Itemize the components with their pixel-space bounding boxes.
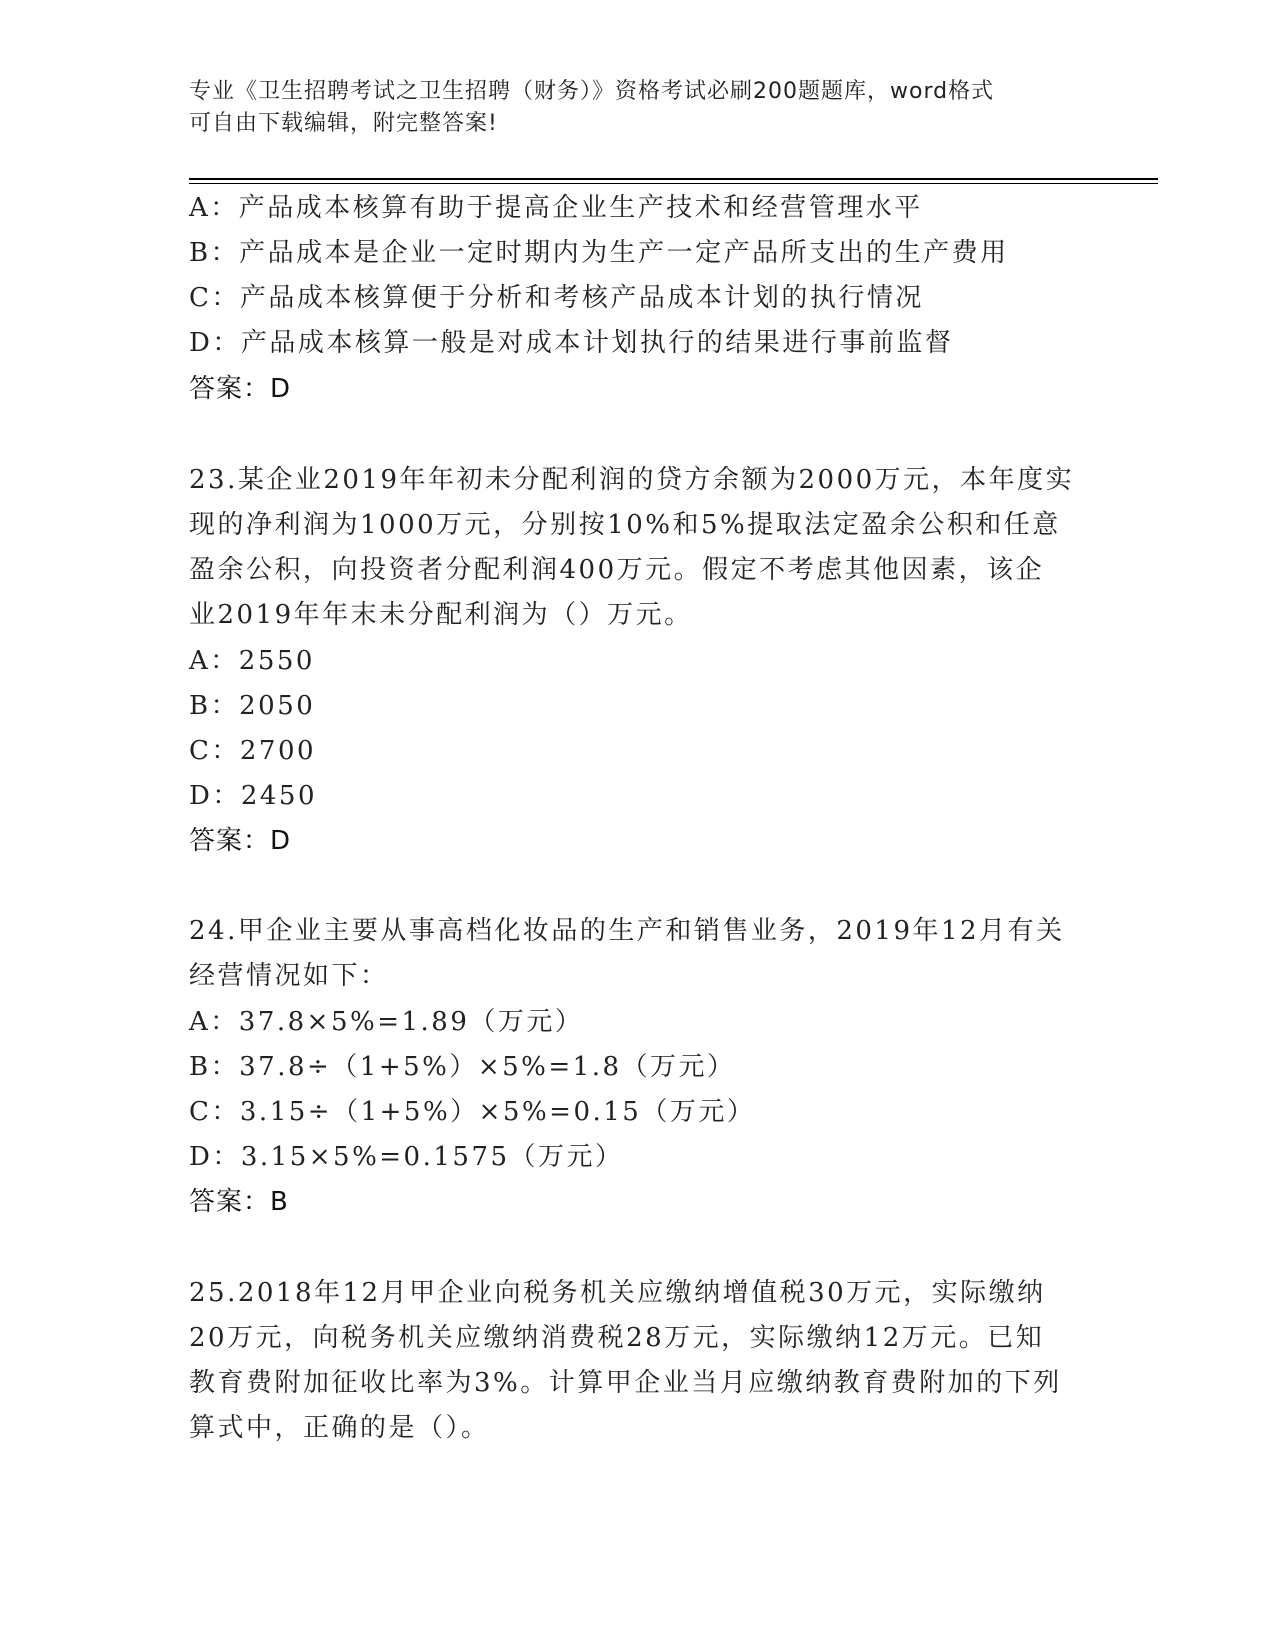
- q22-option-b: B：产品成本是企业一定时期内为生产一定产品所支出的生产费用: [189, 238, 1009, 268]
- q22-option-d: D：产品成本核算一般是对成本计划执行的结果进行事前监督: [189, 328, 954, 358]
- q23-text-line-4: 业2019年年末未分配利润为（）万元。: [189, 600, 693, 630]
- q24-text-line-1: 24.甲企业主要从事高档化妆品的生产和销售业务，2019年12月有关: [189, 916, 1065, 946]
- header-line-1: 专业《卫生招聘考试之卫生招聘（财务）》资格考试必刷200题题库，word格式: [189, 79, 995, 104]
- q25-text-line-4: 算式中，正确的是（）。: [189, 1413, 490, 1443]
- q24-text-line-2: 经营情况如下：: [189, 961, 389, 991]
- q22-option-a: A：产品成本核算有助于提高企业生产技术和经营管理水平: [189, 193, 923, 223]
- q25-text-line-2: 20万元，向税务机关应缴纳消费税28万元，实际缴纳12万元。已知: [189, 1323, 1045, 1353]
- q22-option-c: C：产品成本核算便于分析和考核产品成本计划的执行情况: [189, 283, 924, 313]
- q25-text-line-3: 教育费附加征收比率为3%。计算甲企业当月应缴纳教育费附加的下列: [189, 1368, 1062, 1398]
- q22-answer: 答案：D: [189, 374, 292, 404]
- q23-option-a: A：2550: [189, 646, 315, 676]
- q23-text-line-3: 盈余公积，向投资者分配利润400万元。假定不考虑其他因素，该企: [189, 555, 1045, 585]
- q23-answer: 答案：D: [189, 826, 292, 856]
- q24-option-d: D：3.15×5%=0.1575（万元）: [189, 1142, 624, 1172]
- q25-text-line-1: 25.2018年12月甲企业向税务机关应缴纳增值税30万元，实际缴纳: [189, 1278, 1046, 1308]
- q23-text-line-1: 23.某企业2019年年初未分配利润的贷方余额为2000万元，本年度实: [189, 465, 1075, 495]
- document-header: [189, 76, 1069, 140]
- q23-text-line-2: 现的净利润为1000万元，分别按10%和5%提取法定盈余公积和任意: [189, 510, 1061, 540]
- header-divider-thin: [189, 183, 1158, 184]
- header-divider-thick: [189, 178, 1158, 180]
- q23-option-c: C：2700: [189, 736, 317, 766]
- q23-option-b: B：2050: [189, 691, 316, 721]
- q23-option-d: D：2450: [189, 781, 318, 811]
- q24-option-a: A：37.8×5%=1.89（万元）: [189, 1007, 584, 1037]
- q24-option-b: B：37.8÷（1+5%）×5%=1.8（万元）: [189, 1052, 736, 1082]
- q24-answer: 答案：B: [189, 1187, 289, 1217]
- q24-option-c: C：3.15÷（1+5%）×5%=0.15（万元）: [189, 1097, 756, 1127]
- header-line-2: 可自由下载编辑，附完整答案!: [189, 111, 498, 136]
